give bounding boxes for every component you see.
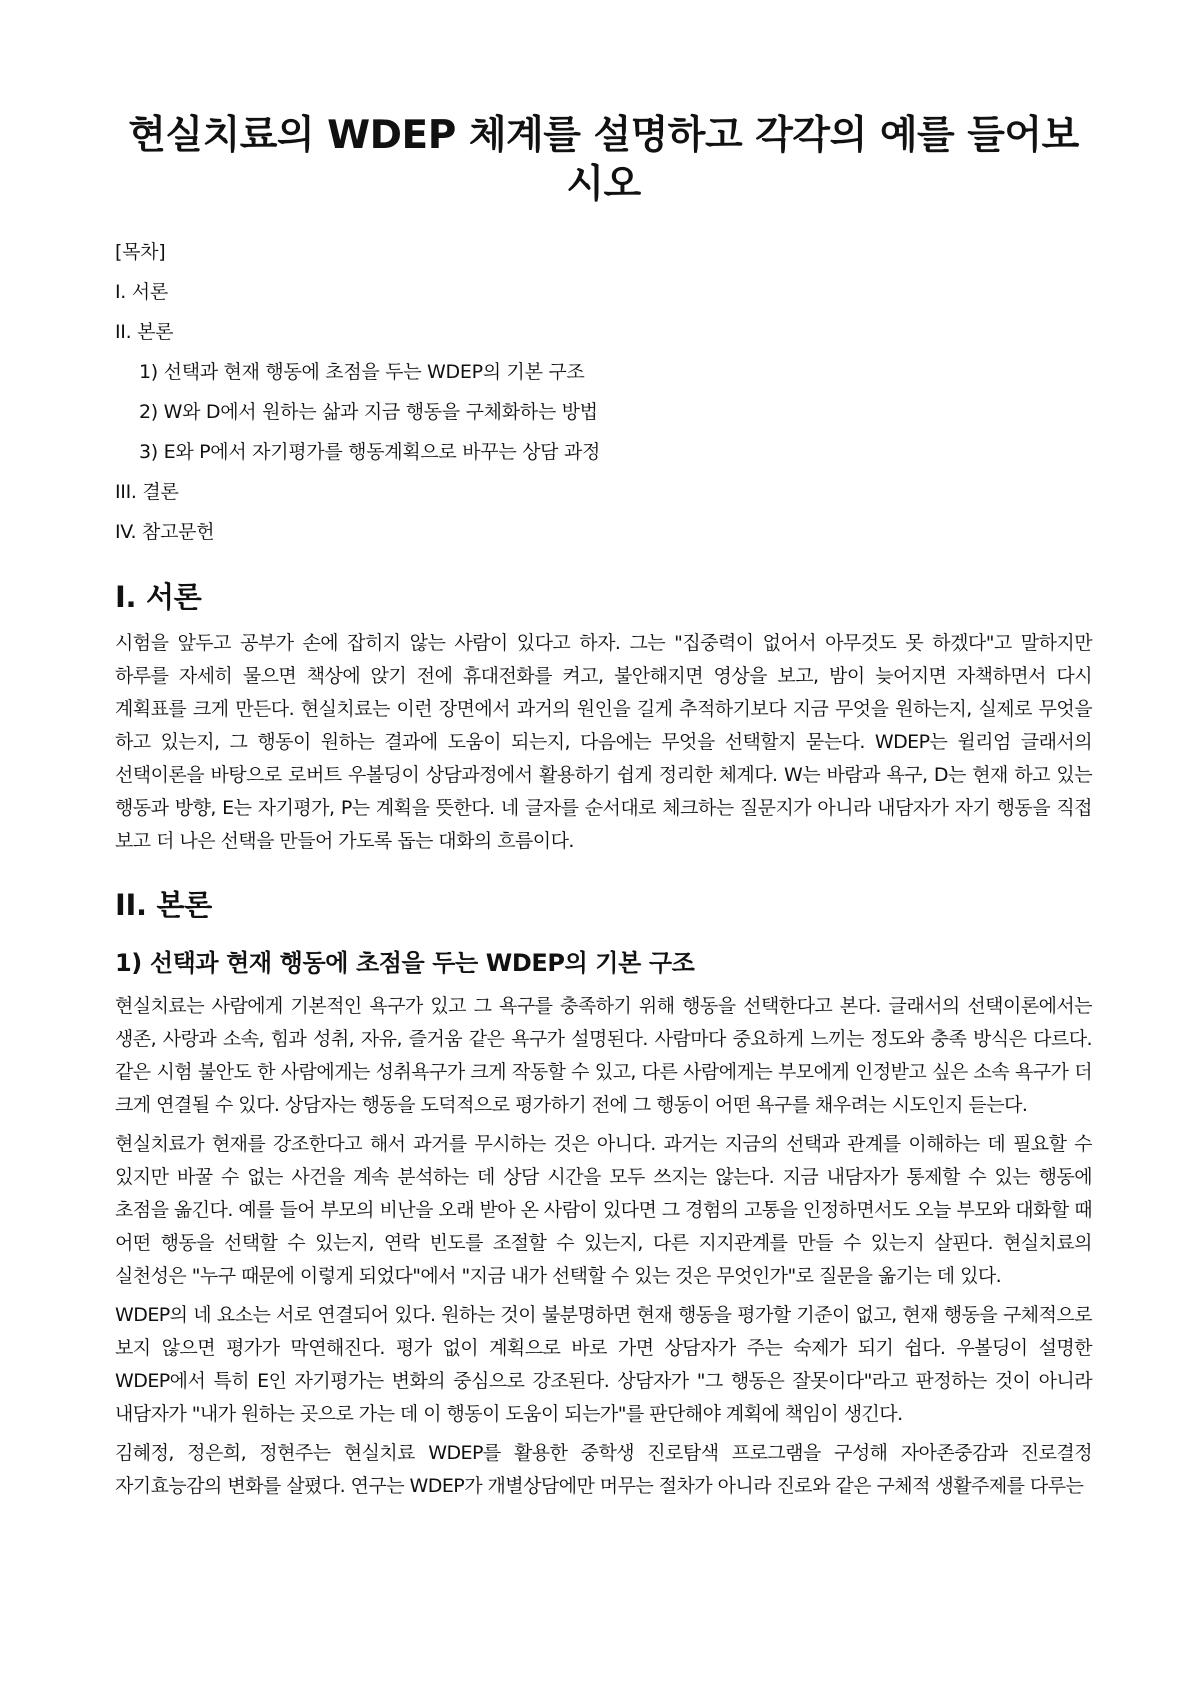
toc-item: 3) E와 P에서 자기평가를 행동계획으로 바꾸는 상담 과정: [139, 440, 601, 463]
body-section: [115, 886, 1092, 1504]
toc-item: I. 서론: [115, 280, 168, 303]
intro-section: [115, 578, 1092, 858]
body-paragraph: 현실치료가 현재를 강조한다고 해서 과거를 무시하는 것은 아니다. 과거는 지금의 선택과 관계를 이해하는 데 필요할 수 있지만 바꿀 수 없는 사건을 계속 분석하는 데 상담 시간을 모두 쓰지는 않는다. 지금 내담자가 통제할 수 있는 행동에 초점을 옮긴다. 예를 들어 부모의 비난을 오래 받아 온 사람이 있다면 그 경험의 고통을 인정하면서도 오늘 부모와 대화할 때 어떤 행동을 선택할 수 있는지, 연락 빈도를 조절할 수 있는지, 다른 지지관계를 만들 수 있는지 살핀다. 현실치료의 실천성은 "누구 때문에 이렇게 되었다"에서 "지금 내가 선택할 수 있는 것은 무엇인가"로 질문을 옮기는 데 있다.: [115, 1133, 1092, 1288]
section-heading-intro: I. 서론: [115, 579, 202, 614]
table-of-contents: [115, 232, 1092, 552]
body-paragraph: 시험을 앞두고 공부가 손에 잡히지 않는 사람이 있다고 하자. 그는 "집중력이 없어서 아무것도 못 하겠다"고 말하지만 하루를 자세히 물으면 책상에 앉기 전에 휴대전화를 켜고, 불안해지면 영상을 보고, 밤이 늦어지면 자책하면서 다시 계획표를 크게 만든다. 현실치료는 이런 장면에서 과거의 원인을 길게 추적하기보다 지금 무엇을 원하는지, 실제로 무엇을 하고 있는지, 그 행동이 원하는 결과에 도움이 되는지, 다음에는 무엇을 선택할지 묻는다. WDEP는 윌리엄 글래서의 선택이론을 바탕으로 로버트 우볼딩이 상담과정에서 활용하기 쉽게 정리한 체계다. W는 바람과 욕구, D는 현재 하고 있는 행동과 방향, E는 자기평가, P는 계획을 뜻한다. 네 글자를 순서대로 체크하는 질문지가 아니라 내담자가 자기 행동을 직접 보고 더 나은 선택을 만들어 가도록 돕는 대화의 흐름이다.: [115, 631, 1092, 852]
subsection-heading: 1) 선택과 현재 행동에 초점을 두는 WDEP의 기본 구조: [115, 948, 695, 977]
toc-item: II. 본론: [115, 320, 174, 343]
body-paragraph: 현실치료는 사람에게 기본적인 욕구가 있고 그 욕구를 충족하기 위해 행동을 선택한다고 본다. 글래서의 선택이론에서는 생존, 사랑과 소속, 힘과 성취, 자유, 즐거움 같은 욕구가 설명된다. 사람마다 중요하게 느끼는 정도와 충족 방식은 다르다. 같은 시험 불안도 한 사람에게는 성취욕구가 크게 작동할 수 있고, 다른 사람에게는 부모에게 인정받고 싶은 소속 욕구가 더 크게 연결될 수 있다. 상담자는 행동을 도덕적으로 평가하기 전에 그 행동이 어떤 욕구를 채우려는 시도인지 듣는다.: [115, 995, 1092, 1117]
toc-item: III. 결론: [115, 480, 179, 503]
toc-item: 1) 선택과 현재 행동에 초점을 두는 WDEP의 기본 구조: [139, 360, 585, 383]
body-paragraph: 김혜정, 정은희, 정현주는 현실치료 WDEP를 활용한 중학생 진로탐색 프로그램을 구성해 자아존중감과 진로결정 자기효능감의 변화를 살폈다. 연구는 WDEP가 개별상담에만 머무는 절차가 아니라 진로와 같은 구체적 생활주제를 다루는: [115, 1442, 1092, 1498]
document-title: 현실치료의 WDEP 체계를 설명하고 각각의 예를 들어보시오: [128, 113, 1079, 207]
toc-item: 2) W와 D에서 원하는 삶과 지금 행동을 구체화하는 방법: [139, 400, 598, 423]
section-heading-body: II. 본론: [115, 887, 212, 922]
toc-item: IV. 참고문헌: [115, 520, 215, 543]
toc-label: [목차]: [115, 240, 166, 263]
body-paragraph: WDEP의 네 요소는 서로 연결되어 있다. 원하는 것이 불분명하면 현재 행동을 평가할 기준이 없고, 현재 행동을 구체적으로 보지 않으면 평가가 막연해진다. 평가 없이 계획으로 바로 가면 상담자가 주는 숙제가 되기 쉽다. 우볼딩이 설명한 WDEP에서 특히 E인 자기평가는 변화의 중심으로 강조된다. 상담자가 "그 행동은 잘못이다"라고 판정하는 것이 아니라 내담자가 "내가 원하는 곳으로 가는 데 이 행동이 도움이 되는가"를 판단해야 계획에 책임이 생긴다.: [115, 1304, 1092, 1426]
